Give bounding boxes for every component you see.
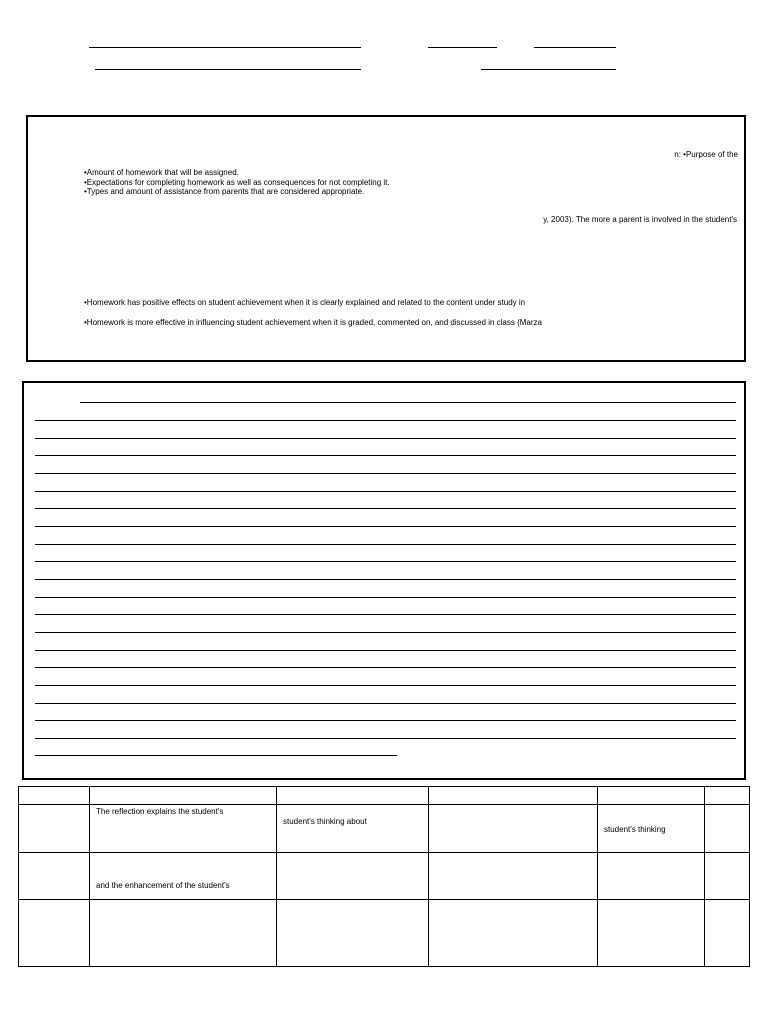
writing-line[interactable] xyxy=(35,614,736,615)
rubric-cell xyxy=(90,805,277,853)
rubric-cell-text: student's thinking xyxy=(604,825,666,834)
table-row xyxy=(19,805,750,853)
rubric-cell xyxy=(429,900,598,967)
writing-line[interactable] xyxy=(80,402,736,403)
rubric-cell xyxy=(705,853,750,900)
rubric-cell xyxy=(277,787,429,805)
writing-line[interactable] xyxy=(35,561,736,562)
writing-line[interactable] xyxy=(35,438,736,439)
rubric-cell xyxy=(429,853,598,900)
rubric-cell xyxy=(598,787,705,805)
writing-line-last[interactable] xyxy=(35,755,397,756)
header-date-line[interactable] xyxy=(428,47,497,48)
writing-line[interactable] xyxy=(35,544,736,545)
writing-line[interactable] xyxy=(35,491,736,492)
purpose-text: n: •Purpose of the xyxy=(674,150,738,159)
writing-line[interactable] xyxy=(35,455,736,456)
rubric-cell xyxy=(90,900,277,967)
writing-line[interactable] xyxy=(35,473,736,474)
writing-line[interactable] xyxy=(35,703,736,704)
positive-effects-bullet: •Homework has positive effects on student achievement when it is clearly explained and related to the content under study in xyxy=(84,298,526,307)
reflection-writing-box[interactable] xyxy=(22,381,746,780)
rubric-cell xyxy=(90,853,277,900)
writing-line[interactable] xyxy=(35,420,736,421)
writing-line[interactable] xyxy=(35,685,736,686)
writing-line[interactable] xyxy=(35,632,736,633)
assistance-bullet: •Types and amount of assistance from parents that are considered appropriate. xyxy=(84,187,365,196)
expectations-bullet: •Expectations for completing homework as well as consequences for not completing it. xyxy=(84,178,390,187)
rubric-cell-text: student's thinking about xyxy=(283,817,367,826)
rubric-cell xyxy=(598,853,705,900)
rubric-cell xyxy=(598,900,705,967)
more-effective-bullet: •Homework is more effective in influencing student achievement when it is graded, commented on, and discussed in class (Marza xyxy=(84,318,542,327)
header-name-line[interactable] xyxy=(89,47,361,48)
writing-line[interactable] xyxy=(35,720,736,721)
writing-line[interactable] xyxy=(35,667,736,668)
rubric-cell-text: The reflection explains the student's xyxy=(96,807,224,816)
table-row xyxy=(19,853,750,900)
rubric-cell xyxy=(705,787,750,805)
amount-bullet: •Amount of homework that will be assigned. xyxy=(84,168,239,177)
rubric-cell xyxy=(429,805,598,853)
writing-line[interactable] xyxy=(35,579,736,580)
writing-line[interactable] xyxy=(35,738,736,739)
writing-line[interactable] xyxy=(35,526,736,527)
parent-involvement-text: y, 2003). The more a parent is involved in the student's xyxy=(543,215,737,224)
rubric-cell xyxy=(19,853,90,900)
writing-line[interactable] xyxy=(35,508,736,509)
rubric-cell xyxy=(705,900,750,967)
rubric-cell xyxy=(90,787,277,805)
writing-line[interactable] xyxy=(35,597,736,598)
instructions-box xyxy=(26,115,746,362)
rubric-cell xyxy=(705,805,750,853)
table-row xyxy=(19,900,750,967)
rubric-cell xyxy=(19,787,90,805)
rubric-cell xyxy=(19,805,90,853)
header-title-line[interactable] xyxy=(95,69,361,70)
writing-line[interactable] xyxy=(35,650,736,651)
table-row xyxy=(19,787,750,805)
rubric-cell xyxy=(429,787,598,805)
rubric-cell xyxy=(19,900,90,967)
rubric-cell xyxy=(277,900,429,967)
rubric-cell-text: and the enhancement of the student's xyxy=(96,881,230,890)
header-grade-line[interactable] xyxy=(481,69,616,70)
header-period-line[interactable] xyxy=(534,47,616,48)
rubric-cell xyxy=(277,853,429,900)
rubric-cell xyxy=(277,805,429,853)
rubric-cell xyxy=(598,805,705,853)
rubric-table xyxy=(18,786,750,967)
